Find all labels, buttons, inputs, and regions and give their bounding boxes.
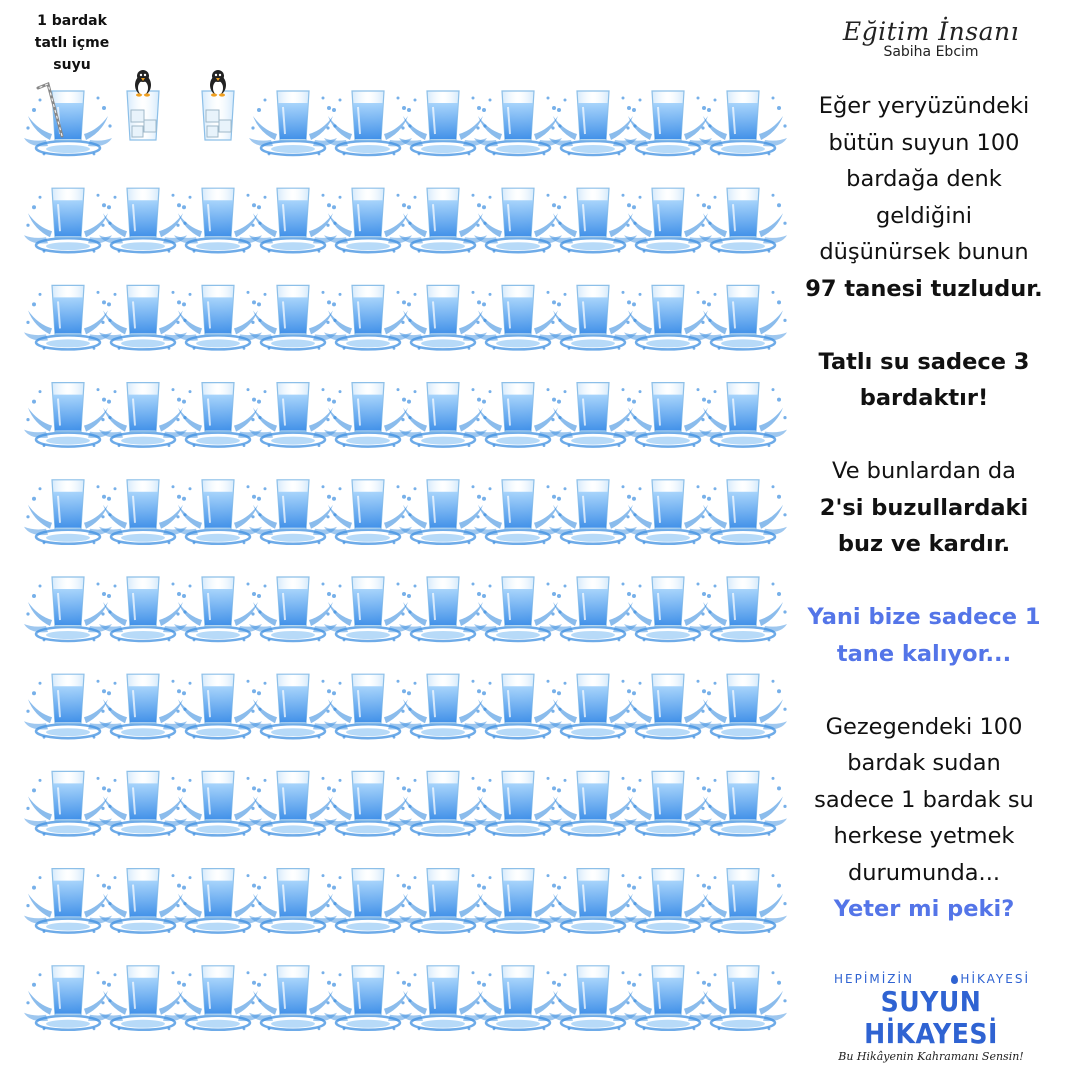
msg-line: Ve bunlardan da: [832, 458, 1016, 484]
water-glass-icon: [99, 674, 187, 738]
msg-line: durumunda...: [847, 859, 1001, 886]
msg-line-bold: buz ve kardır.: [837, 531, 1011, 557]
water-glass-icon: [324, 966, 412, 1030]
water-glass-icon: [699, 285, 787, 349]
water-glass-icon: [474, 577, 562, 641]
water-glass-icon: [399, 188, 487, 252]
water-glass-icon: [249, 577, 337, 641]
water-glass-icon: [324, 771, 412, 835]
water-glass-icon: [324, 383, 412, 447]
water-glass-icon: [174, 966, 262, 1030]
water-glass-icon: [474, 480, 562, 544]
water-glass-icon: [699, 771, 787, 835]
water-glass-icon: [624, 480, 712, 544]
msg-line-bold: bardaktır!: [859, 385, 989, 411]
water-glass-icon: [24, 383, 112, 447]
water-glass-icon: [549, 285, 637, 349]
msg-line: düşünürsek bunun: [819, 239, 1029, 265]
water-glass-icon: [399, 383, 487, 447]
water-glass-icon: [24, 285, 112, 349]
ice-penguin-glass-icon: [127, 70, 159, 140]
water-glass-icon: [624, 771, 712, 835]
water-glass-icon: [474, 91, 562, 155]
brand-word2-wrap: [951, 972, 1030, 986]
water-glass-icon: [474, 771, 562, 835]
water-glass-icon: [249, 91, 337, 155]
msg-line: bütün suyun 100: [828, 129, 1020, 156]
msg-line-bold: Tatlı su sadece 3: [818, 348, 1030, 375]
water-glass-icon: [24, 188, 112, 252]
water-glass-icon: [624, 188, 712, 252]
brand-word1: HEPİMİZİN: [834, 972, 915, 986]
water-glass-icon: [324, 480, 412, 544]
water-glass-icon: [174, 771, 262, 835]
water-glass-icon: [699, 869, 787, 933]
msg-line: geldiğini: [876, 202, 972, 229]
water-glass-icon: [699, 188, 787, 252]
water-glass-icon: [249, 966, 337, 1030]
water-glass-icon: [99, 869, 187, 933]
water-glass-icon: [699, 91, 787, 155]
water-glass-icon: [24, 674, 112, 738]
msg-gap: [782, 672, 1066, 709]
water-glass-icon: [699, 966, 787, 1030]
water-glass-icon: [324, 188, 412, 252]
water-glass-icon: [399, 91, 487, 155]
water-glass-icon: [624, 674, 712, 738]
water-glass-icon: [249, 285, 337, 349]
water-glass-icon: [549, 966, 637, 1030]
water-glass-icon: [99, 285, 187, 349]
water-glass-icon: [324, 91, 412, 155]
msg-line-highlight: Yeter mi peki?: [833, 896, 1015, 922]
water-glass-icon: [24, 869, 112, 933]
water-glass-icon: [324, 285, 412, 349]
water-glass-icon: [624, 383, 712, 447]
water-glass-icon: [399, 869, 487, 933]
water-glass-icon: [699, 383, 787, 447]
water-glass-icon: [24, 966, 112, 1030]
msg-gap: [782, 563, 1066, 600]
ice-penguin-glass-icon: [202, 70, 234, 140]
water-glass-icon: [549, 869, 637, 933]
brand-title: SUYUN HİKAYESİ: [864, 985, 998, 1050]
water-glass-icon: [549, 674, 637, 738]
msg-line-bold: 97 tanesi tuzludur.: [805, 275, 1043, 302]
water-glass-icon: [174, 188, 262, 252]
brand-word2: HİKAYESİ: [960, 972, 1030, 986]
water-glass-icon: [474, 285, 562, 349]
water-glass-icon: [99, 966, 187, 1030]
msg-line: Eğer yeryüzündeki: [818, 93, 1030, 119]
drinking-water-glass-icon: [24, 84, 112, 155]
water-glass-icon: [474, 674, 562, 738]
water-glass-icon: [624, 869, 712, 933]
water-glass-icon: [249, 383, 337, 447]
water-glass-icon: [624, 966, 712, 1030]
water-drop-icon: [951, 975, 958, 984]
water-glass-icon: [699, 577, 787, 641]
water-glass-icon: [699, 480, 787, 544]
water-glass-icon: [474, 383, 562, 447]
water-glass-icon: [249, 674, 337, 738]
msg-line-bold: 2'si buzullardaki: [819, 494, 1029, 521]
author-logo: [836, 18, 1026, 60]
msg-line: sadece 1 bardak su: [814, 786, 1034, 813]
water-glass-icon: [624, 577, 712, 641]
msg-line-highlight: tane kalıyor...: [836, 640, 1012, 667]
water-glass-icon: [549, 771, 637, 835]
msg-line: Gezegendeki 100: [825, 713, 1023, 740]
water-glass-icon: [174, 674, 262, 738]
water-glass-icon: [174, 480, 262, 544]
water-glass-icon: [549, 383, 637, 447]
water-glass-icon: [474, 188, 562, 252]
brand-tagline: Bu Hikâyenin Kahramanı Sensin!: [838, 1050, 1024, 1063]
water-glass-icon: [249, 188, 337, 252]
water-glass-icon: [99, 480, 187, 544]
water-glass-icon: [99, 383, 187, 447]
water-glass-icon: [399, 285, 487, 349]
water-glass-icon: [474, 966, 562, 1030]
water-glass-icon: [399, 966, 487, 1030]
water-glass-icon: [399, 674, 487, 738]
water-glass-icon: [549, 480, 637, 544]
message-text: [782, 88, 1066, 928]
water-glass-icon: [24, 577, 112, 641]
water-glass-icon: [399, 577, 487, 641]
fresh-water-label-line2: tatlı içme: [34, 35, 110, 51]
water-glass-icon: [549, 188, 637, 252]
msg-line: herkese yetmek: [833, 823, 1015, 849]
water-glass-icon: [399, 771, 487, 835]
fresh-water-label-line1: 1 bardak: [37, 13, 107, 29]
fresh-water-label-line3: suyu: [53, 57, 91, 73]
water-glass-icon: [549, 577, 637, 641]
water-glass-icon: [174, 869, 262, 933]
water-glass-icon: [24, 480, 112, 544]
brand-top-row: [826, 972, 1036, 986]
water-glass-icon: [399, 480, 487, 544]
water-glass-icon: [99, 771, 187, 835]
msg-line: bardak sudan: [847, 750, 1001, 776]
author-logo-script: Eğitim İnsanı: [842, 17, 1020, 46]
msg-gap: [782, 307, 1066, 344]
brand-logo: [826, 972, 1036, 1063]
water-glass-icon: [324, 869, 412, 933]
water-glass-icon: [249, 771, 337, 835]
water-glass-icon: [174, 577, 262, 641]
author-name: Sabiha Ebcim: [883, 44, 979, 60]
water-glass-icon: [174, 383, 262, 447]
water-glass-icon: [99, 577, 187, 641]
water-glass-icon: [99, 188, 187, 252]
water-glass-icon: [324, 674, 412, 738]
msg-line: bardağa denk: [846, 166, 1002, 192]
msg-gap: [782, 417, 1066, 454]
water-glass-icon: [249, 480, 337, 544]
water-glass-icon: [624, 285, 712, 349]
water-glass-icon: [549, 91, 637, 155]
water-glass-icon: [249, 869, 337, 933]
msg-line-highlight: Yani bize sadece 1: [807, 604, 1041, 630]
water-glass-icon: [24, 771, 112, 835]
water-glass-icon: [624, 91, 712, 155]
water-glass-icon: [699, 674, 787, 738]
water-glass-icon: [174, 285, 262, 349]
water-glass-icon: [324, 577, 412, 641]
fresh-water-label: [22, 10, 122, 76]
water-glass-icon: [474, 869, 562, 933]
